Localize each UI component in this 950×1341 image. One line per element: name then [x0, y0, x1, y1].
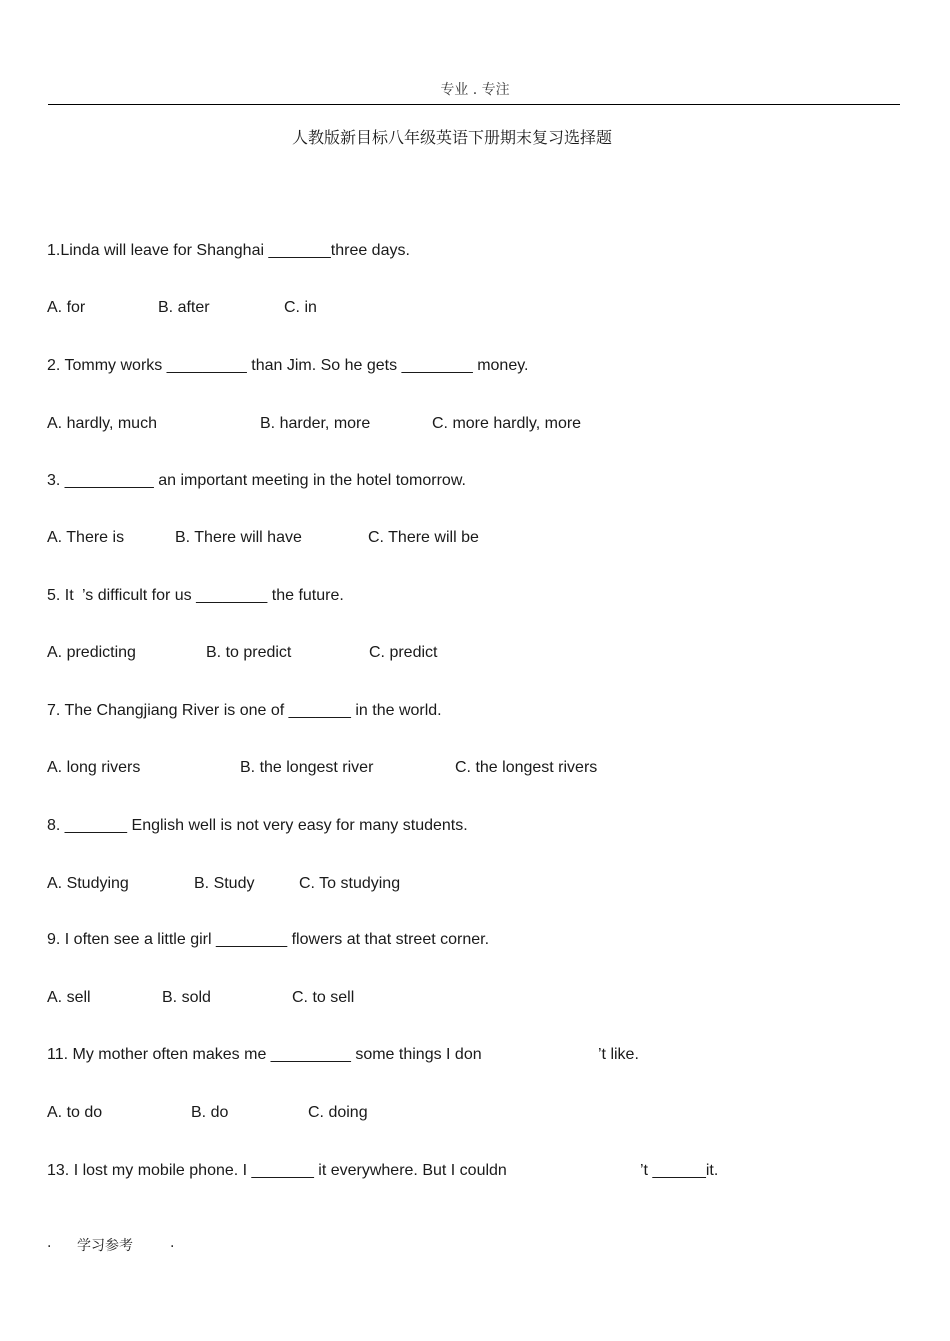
question-5-option-a: A. predicting [47, 644, 136, 661]
footer-dot-right: . [170, 1235, 175, 1251]
question-2-option-a: A. hardly, much [47, 415, 157, 432]
question-2-option-c: C. more hardly, more [432, 415, 582, 432]
header-divider [48, 104, 900, 105]
question-9-option-a: A. sell [47, 989, 91, 1006]
question-7-option-b: B. the longest river [240, 759, 374, 776]
question-7-option-a: A. long rivers [47, 759, 141, 776]
question-8-stem: 8. _______ English well is not very easy for many students. [47, 817, 468, 834]
question-5-stem-start: 5. It [47, 587, 74, 604]
footer-dot-left: . [47, 1235, 52, 1251]
question-11-option-a: A. to do [47, 1104, 103, 1121]
page-header: 专业 . 专注 [440, 82, 510, 98]
question-3-option-a: A. There is [47, 529, 125, 546]
footer-text: 学习参考 [77, 1238, 133, 1254]
question-7-option-c: C. the longest rivers [455, 759, 598, 776]
question-8-option-a: A. Studying [47, 875, 129, 892]
question-13-stem-start: 13. I lost my mobile phone. I _______ it everywhere. But I couldn [47, 1162, 507, 1179]
question-5-option-c: C. predict [369, 644, 438, 661]
question-11-option-b: B. do [191, 1104, 229, 1121]
question-1-stem: 1.Linda will leave for Shanghai _______three days. [47, 242, 410, 259]
question-1-option-b: B. after [158, 299, 210, 316]
question-13-stem-end: ’t ______it. [640, 1162, 719, 1179]
question-11-stem-start: 11. My mother often makes me _________ some things I don [47, 1046, 482, 1063]
question-7-stem: 7. The Changjiang River is one of _______ in the world. [47, 702, 442, 719]
question-1-option-c: C. in [284, 299, 317, 316]
question-3-stem: 3. __________ an important meeting in the hotel tomorrow. [47, 472, 466, 489]
question-2-stem: 2. Tommy works _________ than Jim. So he gets ________ money. [47, 357, 529, 374]
question-3-option-b: B. There will have [175, 529, 302, 546]
question-5-stem-end: ’s difficult for us ________ the future. [82, 587, 344, 604]
question-3-option-c: C. There will be [368, 529, 479, 546]
question-8-option-c: C. To studying [299, 875, 401, 892]
question-11-option-c: C. doing [308, 1104, 368, 1121]
question-2-option-b: B. harder, more [260, 415, 371, 432]
question-9-stem: 9. I often see a little girl ________ flowers at that street corner. [47, 931, 490, 948]
document-title: 人教版新目标八年级英语下册期末复习选择题 [291, 128, 612, 147]
question-8-option-b: B. Study [194, 875, 255, 892]
question-9-option-c: C. to sell [292, 989, 355, 1006]
question-9-option-b: B. sold [162, 989, 211, 1006]
question-11-stem-end: ’t like. [598, 1046, 639, 1063]
question-1-option-a: A. for [47, 299, 86, 316]
question-5-option-b: B. to predict [206, 644, 292, 661]
